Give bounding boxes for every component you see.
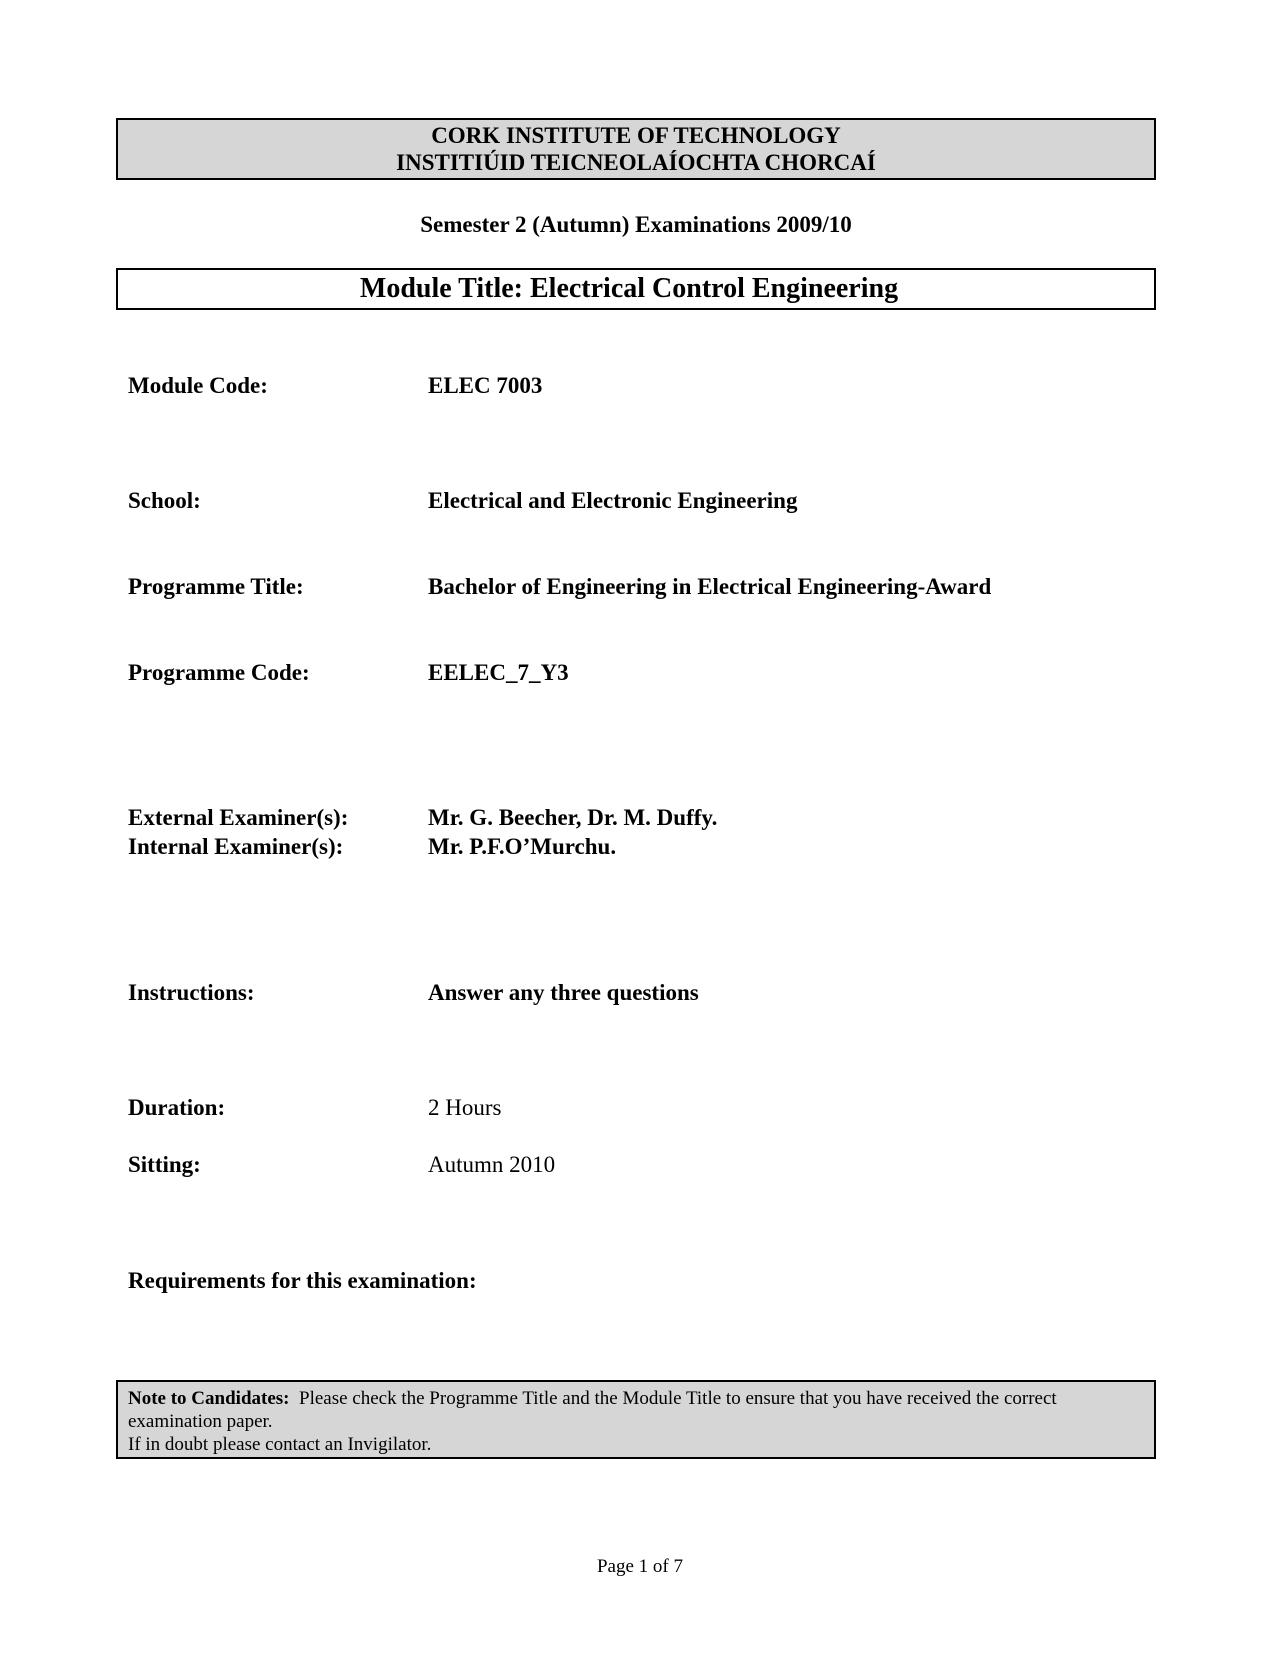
note-to-candidates — [116, 1380, 1156, 1459]
programme-code-value: EELEC_7_Y3 — [428, 660, 569, 685]
semester-heading: Semester 2 (Autumn) Examinations 2009/10 — [420, 212, 852, 237]
programme-title-value: Bachelor of Engineering in Electrical Engineering-Award — [428, 574, 992, 599]
module-title-box — [116, 268, 1156, 310]
external-examiners-label: External Examiner(s): — [128, 805, 349, 830]
instructions-value: Answer any three questions — [428, 980, 699, 1005]
duration-value: 2 Hours — [428, 1095, 502, 1120]
note-text: Please check the Programme Title and the Module Title to ensure that you have received the correct examination paper. — [128, 1388, 1057, 1432]
duration-label: Duration: — [128, 1095, 226, 1120]
module-title: Module Title: Electrical Control Engineering — [359, 273, 899, 304]
requirements-label: Requirements for this examination: — [128, 1268, 477, 1293]
internal-examiners-value: Mr. P.F.O’Murchu. — [428, 834, 617, 859]
institute-name-english: CORK INSTITUTE OF TECHNOLOGY — [431, 123, 841, 148]
internal-examiners-label: Internal Examiner(s): — [128, 834, 344, 859]
institute-name-irish: INSTITIÚID TEICNEOLAÍOCHTA CHORCAÍ — [396, 150, 876, 175]
school-label: School: — [128, 488, 201, 513]
external-examiners-value: Mr. G. Beecher, Dr. M. Duffy. — [428, 805, 718, 830]
programme-code-label: Programme Code: — [128, 660, 310, 685]
institute-header — [116, 118, 1156, 180]
note-heading: Note to Candidates: — [128, 1388, 290, 1409]
instructions-label: Instructions: — [128, 980, 255, 1005]
note-paragraph — [128, 1387, 1144, 1433]
note-text-invigilator: If in doubt please contact an Invigilator. — [128, 1434, 432, 1455]
page-number: Page 1 of 7 — [596, 1556, 683, 1577]
school-value: Electrical and Electronic Engineering — [428, 488, 798, 513]
sitting-label: Sitting: — [128, 1152, 201, 1177]
module-code-value: ELEC 7003 — [428, 373, 543, 398]
programme-title-label: Programme Title: — [128, 574, 304, 599]
sitting-value: Autumn 2010 — [428, 1152, 556, 1177]
module-code-label: Module Code: — [128, 373, 268, 398]
